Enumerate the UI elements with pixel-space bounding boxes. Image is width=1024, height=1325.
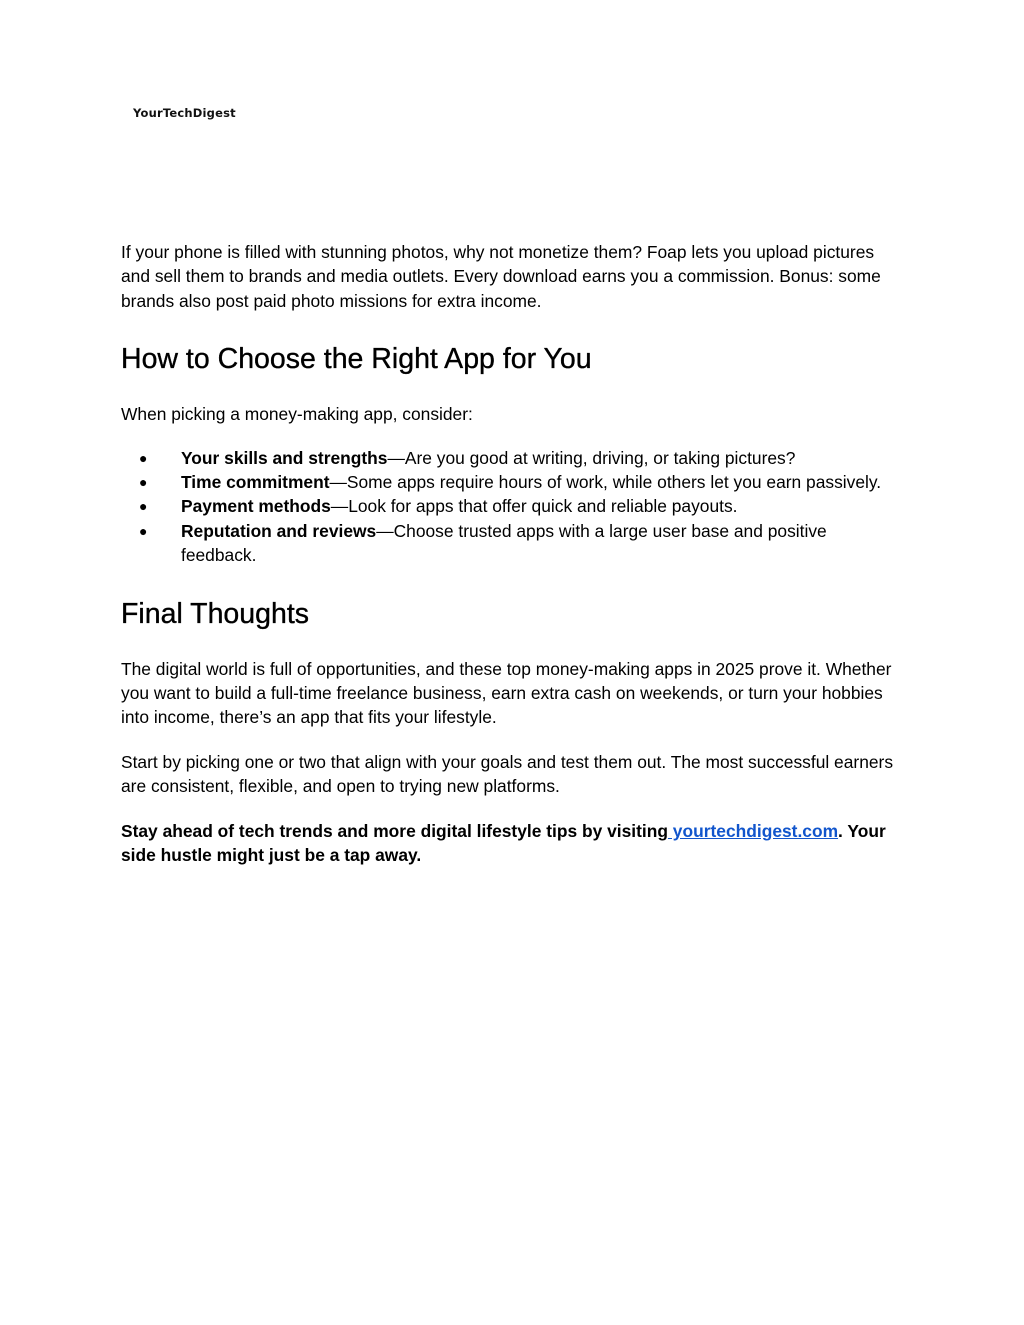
list-item-text: —Are you good at writing, driving, or taking pictures? (387, 447, 796, 468)
section-heading-final-thoughts: Final Thoughts (121, 597, 310, 630)
final-paragraph-1: The digital world is full of opportunities, and these top money-making apps in 2025 prove it. Whether you want to build a full-time freelance business, earn extra cash on weekends, or turn your hobbies into income, there’s an app that fits your lifestyle. (121, 658, 892, 728)
list-item-label: Reputation and reviews (181, 520, 377, 541)
bullet-icon: ● (139, 522, 148, 539)
list-item-label: Time commitment (181, 472, 330, 493)
list-item (121, 446, 906, 470)
bullet-icon: ● (139, 474, 148, 491)
bullet-icon: ● (139, 449, 148, 466)
list-item (121, 519, 906, 568)
site-logo: YourTechDigest (133, 106, 236, 120)
cta-text-after: . Your side hustle might just be a tap away. (121, 820, 886, 866)
section-heading-choose: How to Choose the Right App for You (121, 343, 592, 376)
list-item-text: —Some apps require hours of work, while others let you earn passively. (329, 472, 882, 493)
list-item (121, 494, 906, 518)
list-item-label: Your skills and strengths (181, 447, 388, 468)
site-link[interactable]: yourtechdigest.com (667, 820, 839, 841)
article-body (121, 240, 906, 868)
bullet-icon: ● (139, 498, 148, 515)
cta-text-before: Stay ahead of tech trends and more digital lifestyle tips by visiting (121, 820, 668, 841)
factors-list (121, 446, 906, 568)
list-item-text: —Look for apps that offer quick and reliable payouts. (330, 496, 738, 517)
choose-lead-paragraph: When picking a money-making app, consider: (121, 404, 473, 425)
intro-paragraph: If your phone is filled with stunning photos, why not monetize them? Foap lets you upload pictures and sell them to brands and media outlets. Every download earns you a commission. Bonus: some brands also post paid photo missions for extra income. (121, 242, 881, 311)
list-item-label: Payment methods (181, 496, 331, 517)
list-item-text: —Choose trusted apps with a large user base and positive feedback. (181, 520, 827, 566)
list-item (121, 470, 906, 494)
call-to-action (121, 819, 906, 868)
final-paragraph-2: Start by picking one or two that align with your goals and test them out. The most successful earners are consistent, flexible, and open to trying new platforms. (121, 751, 894, 797)
